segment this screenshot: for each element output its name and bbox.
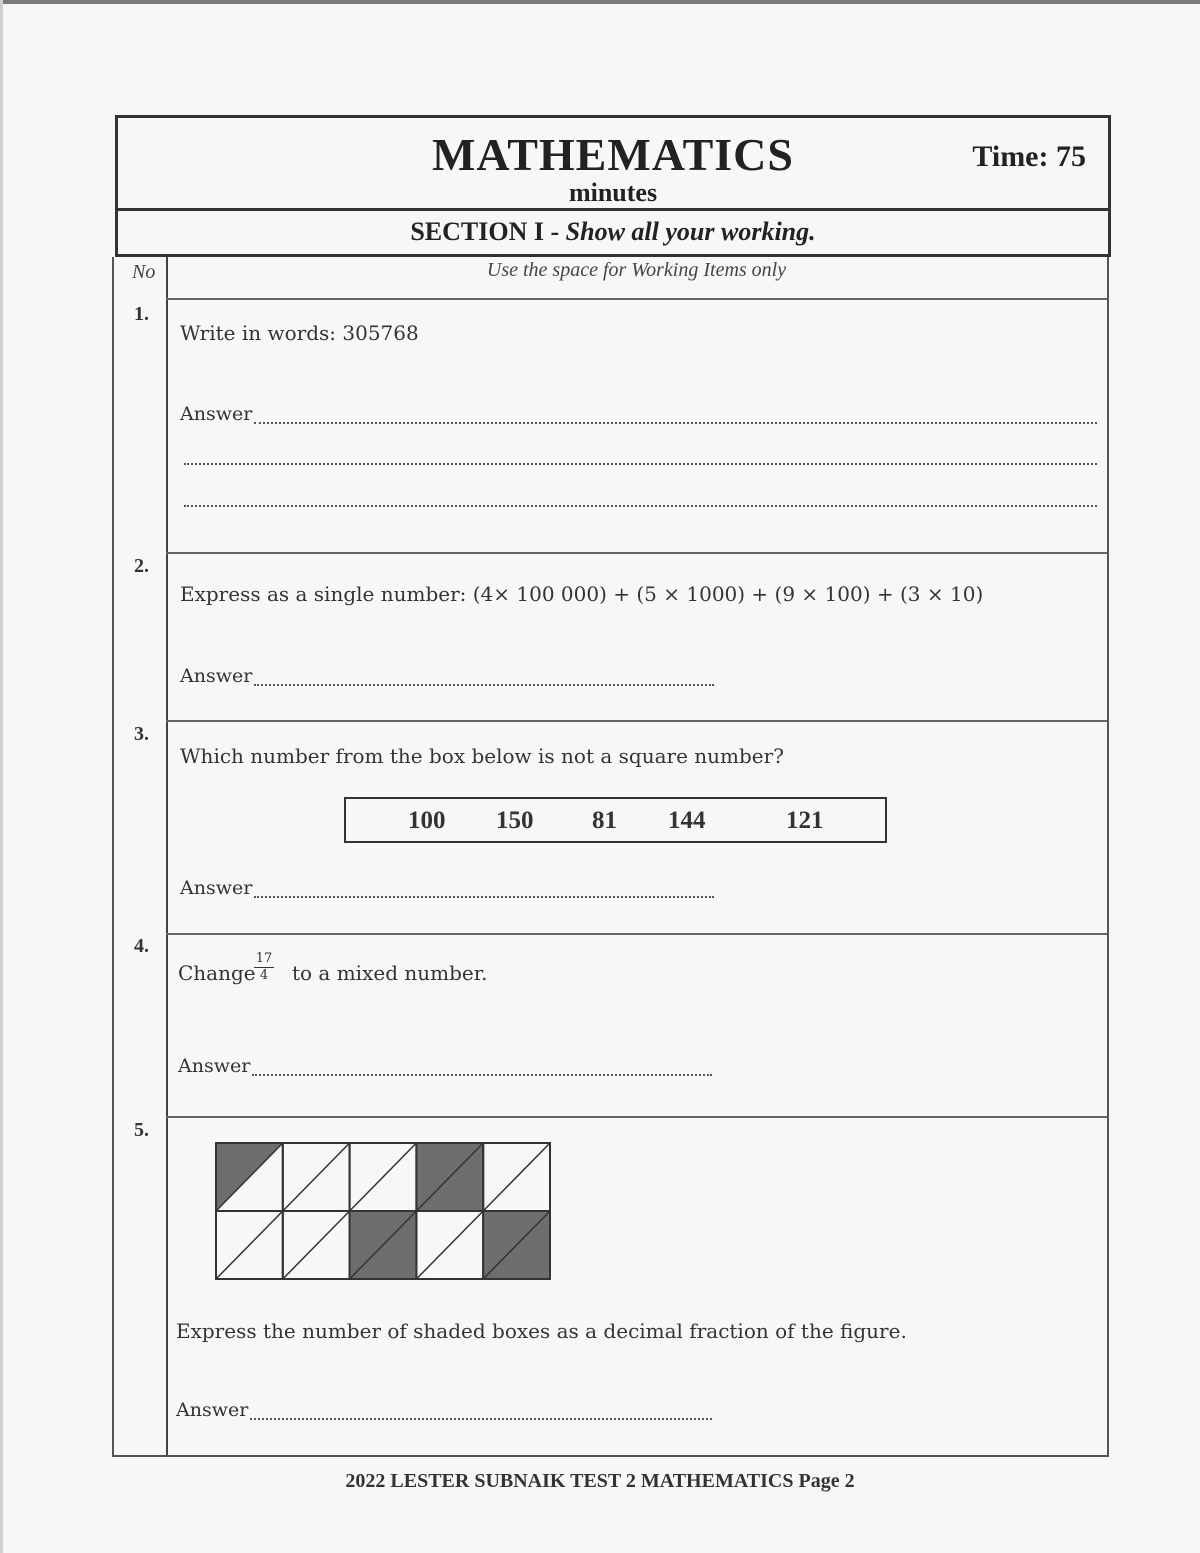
box-number: 121 [786, 807, 824, 834]
answer-line[interactable] [254, 422, 1097, 424]
answer-label: Answer [180, 877, 253, 899]
answer-line[interactable] [250, 1418, 712, 1420]
section-label: SECTION I - [410, 217, 566, 246]
time-label: Time: 75 [972, 140, 1086, 173]
header-box [115, 115, 1111, 211]
answer-line[interactable] [184, 463, 1097, 465]
row-divider [166, 298, 1107, 300]
fraction-denominator: 4 [259, 968, 269, 983]
cell-diagonal [350, 1143, 417, 1211]
box-number: 150 [496, 807, 534, 834]
box-number: 100 [408, 807, 446, 834]
cell-diagonal [283, 1143, 350, 1211]
question-text-after: to a mixed number. [292, 961, 488, 985]
question-text: Express the number of shaded boxes as a decimal fraction of the figure. [176, 1319, 907, 1343]
answer-line[interactable] [184, 505, 1097, 507]
box-number: 144 [668, 807, 706, 834]
scan-edge-top [0, 0, 1200, 4]
shaded-grid-figure [215, 1142, 553, 1282]
question-number: 1. [134, 303, 149, 325]
row-divider [166, 1116, 1107, 1118]
answer-line[interactable] [254, 684, 714, 686]
question-number: 4. [134, 935, 149, 957]
question-text: Write in words: 305768 [180, 321, 419, 345]
scan-edge-left [0, 0, 3, 1553]
answer-line[interactable] [252, 1074, 712, 1076]
box-number: 81 [592, 807, 617, 834]
time-unit: minutes [568, 178, 658, 207]
column-divider [166, 257, 168, 1455]
question-text: Which number from the box below is not a square number? [180, 744, 784, 768]
cell-diagonal [283, 1211, 350, 1279]
section-instruction: Show all your working. [565, 217, 816, 246]
page-title: MATHEMATICS [432, 129, 794, 180]
answer-line[interactable] [254, 896, 714, 898]
answer-label: Answer [176, 1399, 249, 1421]
fraction [254, 951, 274, 984]
fraction-numerator: 17 [255, 951, 273, 966]
cell-diagonal [216, 1211, 283, 1279]
question-text: Express as a single number: (4× 100 000) + (5 × 1000) + (9 × 100) + (3 × 10) [180, 582, 984, 606]
question-number: 5. [134, 1119, 149, 1141]
column-header-no: No [132, 261, 156, 283]
answer-label: Answer [180, 665, 253, 687]
question-text-before: Change [178, 961, 256, 985]
answer-label: Answer [180, 403, 253, 425]
page-footer: 2022 LESTER SUBNAIK TEST 2 MATHEMATICS Page 2 [345, 1470, 855, 1492]
row-divider [166, 720, 1107, 722]
column-header-working: Use the space for Working Items only [486, 259, 787, 281]
row-divider [166, 933, 1107, 935]
row-divider [166, 552, 1107, 554]
question-number: 3. [134, 723, 149, 745]
question-number: 2. [134, 555, 149, 577]
answer-label: Answer [178, 1055, 251, 1077]
cell-diagonal [483, 1143, 550, 1211]
section-heading [115, 211, 1111, 257]
cell-diagonal [416, 1211, 483, 1279]
number-box [344, 797, 887, 843]
